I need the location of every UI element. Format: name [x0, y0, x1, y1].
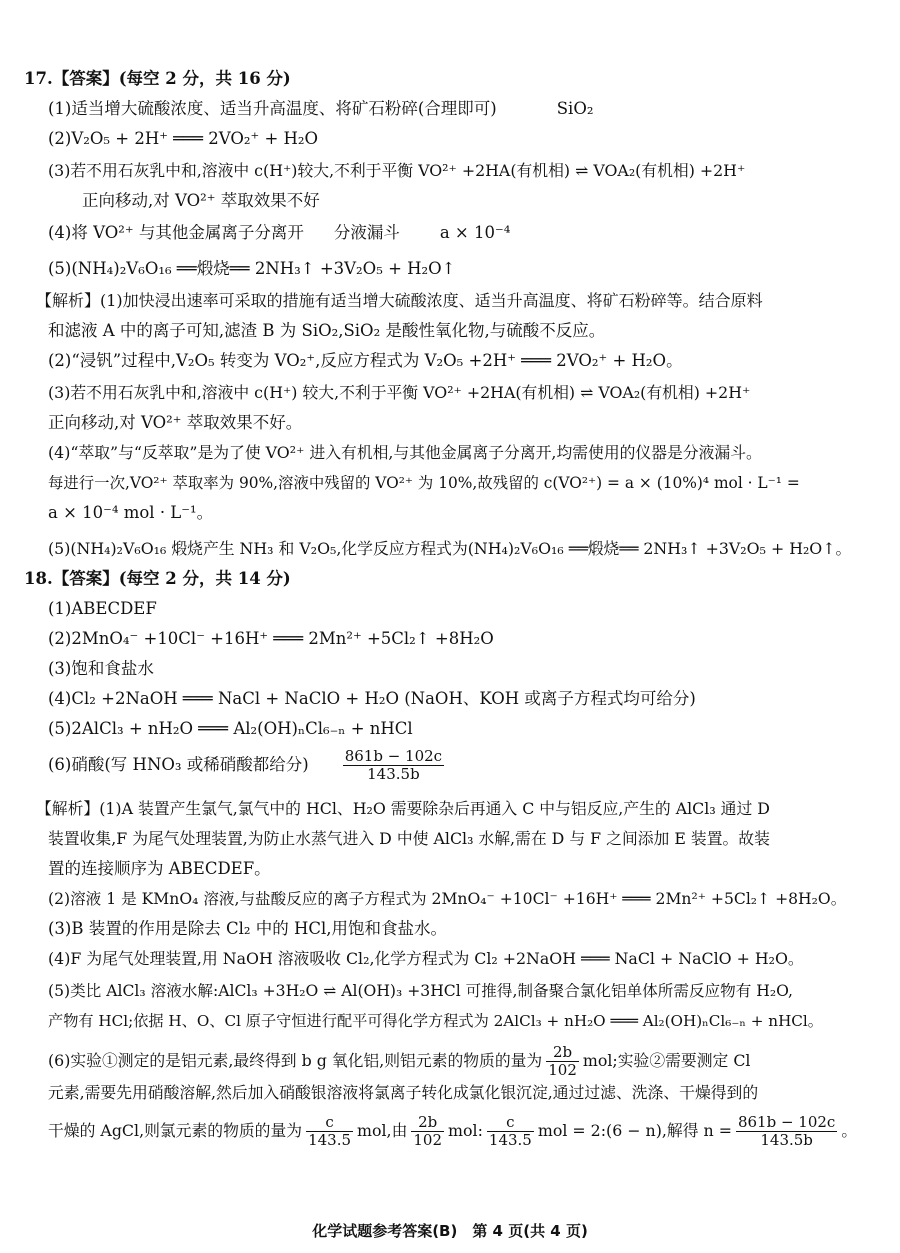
q18-explain-2: (2)溶液 1 是 KMnO₄ 溶液,与盐酸反应的离子方程式为 2MnO₄⁻ +10Cl⁻ +16H⁺ ═══ 2Mn²⁺ +5Cl₂↑ +8H₂O。: [48, 890, 847, 908]
q18-explain-6-pre: (6)实验①测定的是铝元素,最终得到 b g 氧化铝,则铝元素的物质的量为: [48, 1051, 543, 1070]
q17-explain-5: (5)(NH₄)₂V₆O₁₆ 煅烧产生 NH₃ 和 V₂O₅,化学反应方程式为(NH₄)₂V₆O₁₆ ══煅烧══ 2NH₃↑ +3V₂O₅ + H₂O↑。: [48, 539, 852, 558]
q17-answer-4-value: a × 10⁻⁴: [439, 223, 511, 242]
q17-explain-3: (3)若不用石灰乳中和,溶液中 c(H⁺) 较大,不利于平衡 VO²⁺ +2HA(有机相) ⇌ VOA₂(有机相) +2H⁺: [48, 383, 751, 402]
q18-answer-2: (2)2MnO₄⁻ +10Cl⁻ +16H⁺ ═══ 2Mn²⁺ +5Cl₂↑ +8H₂O: [48, 629, 494, 648]
q17-answer-2: (2)V₂O₅ + 2H⁺ ═══ 2VO₂⁺ + H₂O: [48, 129, 319, 148]
q18-explain-5: (5)类比 AlCl₃ 溶液水解:AlCl₃ +3H₂O ⇌ Al(OH)₃ +3HCl 可推得,制备聚合氯化铝单体所需反应物有 H₂O,: [48, 982, 793, 1000]
q18-explain-6c-end: 。: [841, 1121, 858, 1140]
q18-explain-6-fraction-al-num: 2b: [552, 1043, 573, 1061]
q18-explain-6c-fraction-1: [306, 1114, 353, 1149]
q17-answer-3b: 正向移动,对 VO²⁺ 萃取效果不好: [82, 191, 320, 210]
q18-answer-4: (4)Cl₂ +2NaOH ═══ NaCl + NaClO + H₂O (NaOH、KOH 或离子方程式均可给分): [48, 689, 696, 708]
q17-explain-4c: a × 10⁻⁴ mol · L⁻¹。: [48, 503, 214, 522]
q17-answer-5: (5)(NH₄)₂V₆O₁₆ ══煅烧══ 2NH₃↑ +3V₂O₅ + H₂O↑: [48, 259, 456, 278]
q18-explain-6c-fraction-2-num: 2b: [418, 1113, 438, 1131]
q18-explain-6c-fraction-4-num: 861b − 102c: [737, 1113, 836, 1131]
q18-explain-6c-fraction-1-den: 143.5: [308, 1131, 352, 1149]
q17-answer-1-text: (1)适当增大硫酸浓度、适当升高温度、将矿石粉碎(合理即可): [48, 99, 497, 118]
q17-explain-2: (2)“浸钒”过程中,V₂O₅ 转变为 VO₂⁺,反应方程式为 V₂O₅ +2H⁺ ═══ 2VO₂⁺ + H₂O。: [48, 351, 683, 370]
q17-explain-1b: 和滤液 A 中的离子可知,滤渣 B 为 SiO₂,SiO₂ 是酸性氧化物,与硫酸不反应。: [48, 321, 606, 340]
q17-answer-4-text: (4)将 VO²⁺ 与其他金属离子分离开: [48, 223, 304, 242]
q18-answer-6-fraction: [343, 748, 444, 783]
q18-answer-6-denominator: 143.5b: [343, 765, 444, 783]
q18-explain-6c-fraction-2: [411, 1114, 444, 1149]
q18-header: 18.【答案】(每空 2 分，共 14 分): [24, 569, 291, 588]
q18-explain-6c-mid2: mol:: [448, 1121, 483, 1140]
page-footer: 化学试题参考答案(B) 第 4 页(共 4 页): [312, 1222, 588, 1240]
q18-answer-1: (1)ABECDEF: [48, 599, 157, 618]
q17-answer-3: (3)若不用石灰乳中和,溶液中 c(H⁺)较大,不利于平衡 VO²⁺ +2HA(有机相) ⇌ VOA₂(有机相) +2H⁺: [48, 161, 746, 180]
q18-explain-6: [0, 1044, 900, 1079]
q18-answer-3: (3)饱和食盐水: [48, 659, 154, 678]
q18-explain-1: 【解析】(1)A 装置产生氯气,氯气中的 HCl、H₂O 需要除杂后再通入 C 中与铝反应,产生的 AlCl₃ 通过 D: [36, 799, 770, 818]
q18-explain-6c-fraction-2-den: 102: [413, 1131, 443, 1149]
q18-explain-6c: [0, 1114, 900, 1149]
q18-explain-3: (3)B 装置的作用是除去 Cl₂ 中的 HCl,用饱和食盐水。: [48, 919, 448, 938]
q18-answer-6: [0, 748, 900, 783]
q17-header: 17.【答案】(每空 2 分，共 16 分): [24, 69, 291, 88]
q18-answer-6-numerator: 861b − 102c: [344, 747, 443, 765]
q18-answer-5: (5)2AlCl₃ + nH₂O ═══ Al₂(OH)ₙCl₆₋ₙ + nHCl: [48, 719, 413, 738]
q18-answer-6-text: (6)硝酸(写 HNO₃ 或稀硝酸都给分): [48, 755, 309, 774]
q18-explain-6b: 元素,需要先用硝酸溶解,然后加入硝酸银溶液将氯离子转化成氯化银沉淀,通过过滤、洗涤、干燥得到的: [48, 1083, 759, 1102]
q18-explain-6c-fraction-1-num: c: [325, 1113, 334, 1131]
q18-explain-6c-fraction-3-den: 143.5: [488, 1131, 532, 1149]
q18-explain-5b: 产物有 HCl;依据 H、O、Cl 原子守恒进行配平可得化学方程式为 2AlCl₃ + nH₂O ═══ Al₂(OH)ₙCl₆₋ₙ + nHCl。: [48, 1012, 823, 1030]
q18-explain-6-fraction-al: [546, 1044, 579, 1079]
q18-explain-1c: 置的连接顺序为 ABECDEF。: [48, 859, 271, 878]
q17-answer-1: [0, 98, 900, 120]
q17-explain-3b: 正向移动,对 VO²⁺ 萃取效果不好。: [48, 413, 303, 432]
q18-explain-6c-fraction-4: [736, 1114, 837, 1149]
q18-explain-6-fraction-al-den: 102: [548, 1061, 577, 1079]
q18-explain-6c-fraction-4-den: 143.5b: [736, 1131, 837, 1149]
q18-explain-6c-mid1: mol,由: [357, 1121, 408, 1140]
q18-explain-4: (4)F 为尾气处理装置,用 NaOH 溶液吸收 Cl₂,化学方程式为 Cl₂ +2NaOH ═══ NaCl + NaClO + H₂O。: [48, 949, 804, 968]
q18-explain-1b: 装置收集,F 为尾气处理装置,为防止水蒸气进入 D 中使 AlCl₃ 水解,需在 D 与 F 之间添加 E 装置。故装: [48, 829, 770, 848]
q17-answer-4-funnel: 分液漏斗: [333, 223, 400, 242]
q18-explain-6c-fraction-3: [487, 1114, 534, 1149]
q17-explain-1: 【解析】(1)加快浸出速率可采取的措施有适当增大硫酸浓度、适当升高温度、将矿石粉碎等。结合原料: [36, 291, 763, 310]
q18-explain-6-post: mol;实验②需要测定 Cl: [582, 1051, 751, 1070]
q18-explain-6c-mid3: mol = 2:(6 − n),解得 n =: [537, 1121, 732, 1140]
q17-explain-4b: 每进行一次,VO²⁺ 萃取率为 90%,溶液中残留的 VO²⁺ 为 10%,故残留的 c(VO²⁺) = a × (10%)⁴ mol · L⁻¹ =: [48, 474, 800, 492]
q18-explain-6c-pre: 干燥的 AgCl,则氯元素的物质的量为: [48, 1121, 303, 1140]
q17-answer-4: [0, 222, 900, 244]
q17-explain-4: (4)“萃取”与“反萃取”是为了使 VO²⁺ 进入有机相,与其他金属离子分离开,均需使用的仪器是分液漏斗。: [48, 443, 762, 462]
q17-answer-1-sio2: SiO₂: [556, 99, 594, 118]
q18-explain-6c-fraction-3-num: c: [506, 1113, 515, 1131]
